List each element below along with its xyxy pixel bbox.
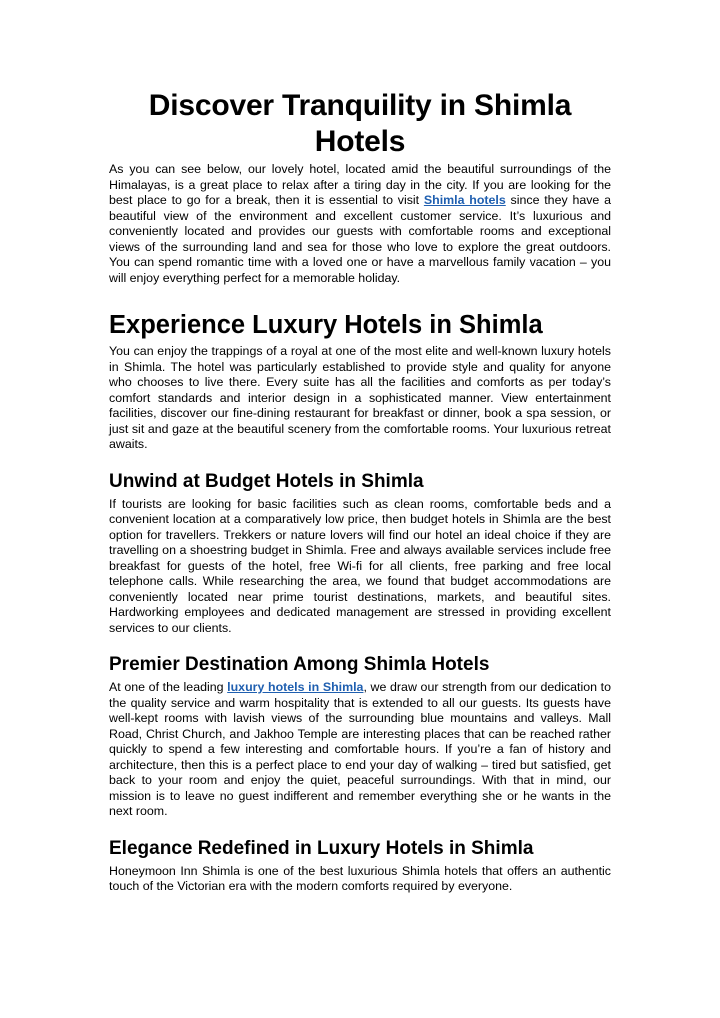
intro-text-after-link: since they have a beautiful view of the environment and excellent customer service. It’s luxurious and conveniently located and provides our guests with comfortable rooms and exceptional views of the surrounding land and sea for those who love to explore the great outdoors. You can spend romantic time with a loved one or have a marvellous family vacation – you will enjoy everything perfect for a memorable holiday.	[109, 193, 611, 285]
elegance-section-paragraph: Honeymoon Inn Shimla is one of the best luxurious Shimla hotels that offers an authentic touch of the Victorian era with the modern comforts required by everyone.	[109, 863, 611, 893]
page-title: Discover Tranquility in Shimla Hotels	[148, 89, 572, 158]
premier-text-after-link: , we draw our strength from our dedication to the quality service and warm hospitality that is extended to all our guests. Its guests have well-kept rooms with lavish views of the surrounding blue mountains and valleys. Mall Road, Christ Church, and Jakhoo Temple are interesting places that can be reached rather quickly to spend a few interesting and comfortable hours. If you’re a fan of history and architecture, then this is a perfect place to end your day of walking – tired but satisfied, get back to your room and enjoy the quiet, peaceful surroundings. With that in mind, our mission is to leave no guest indifferent and remember everything she or he wants in the next room.	[109, 680, 612, 818]
premier-section-paragraph	[109, 680, 611, 820]
luxury-section-heading: Experience Luxury Hotels in Shimla	[109, 311, 543, 339]
shimla-hotels-link[interactable]: Shimla hotels	[423, 193, 506, 207]
luxury-section-paragraph: You can enjoy the trappings of a royal at one of the most elite and well-known luxury hotels in Shimla. The hotel was particularly established to provide style and quality for anyone who chooses to live there. Every suite has all the facilities and comforts as per today’s comfort standards and interior design in a sophisticated manner. View entertainment facilities, discover our fine-dining restaurant for breakfast or dinner, book a spa session, or just sit and gaze at the beautiful scenery from the comfortable rooms. Your luxurious retreat awaits.	[109, 344, 611, 451]
intro-paragraph	[109, 162, 611, 286]
luxury-hotels-in-shimla-link[interactable]: luxury hotels in Shimla	[227, 680, 364, 694]
elegance-section-heading: Elegance Redefined in Luxury Hotels in Shimla	[109, 837, 534, 859]
budget-section-paragraph: If tourists are looking for basic facilities such as clean rooms, comfortable beds and a convenient location at a comparatively low price, then budget hotels in Shimla are the best option for travellers. Trekkers or nature lovers will find our hotel an ideal choice if they are travelling on a shoestring budget in Shimla. Free and always available services include free breakfast for guests of the hotel, free Wi-fi for all clients, free parking and free local telephone calls. While researching the area, we found that budget accommodations are conveniently located near prime tourist destinations, markets, and beautiful sites. Hardworking employees and dedicated management are stressed in providing excellent services to our clients.	[109, 496, 611, 635]
intro-text-before-link: As you can see below, our lovely hotel, located amid the beautiful surroundings of the Himalayas, is a great place to relax after a tiring day in the city. If you are looking for the best place to go for a break, then it is essential to visit	[109, 162, 611, 207]
document-page	[109, 88, 611, 895]
budget-section-heading: Unwind at Budget Hotels in Shimla	[109, 470, 424, 492]
premier-text-before-link: At one of the leading	[109, 680, 228, 694]
premier-section-heading: Premier Destination Among Shimla Hotels	[109, 654, 490, 675]
